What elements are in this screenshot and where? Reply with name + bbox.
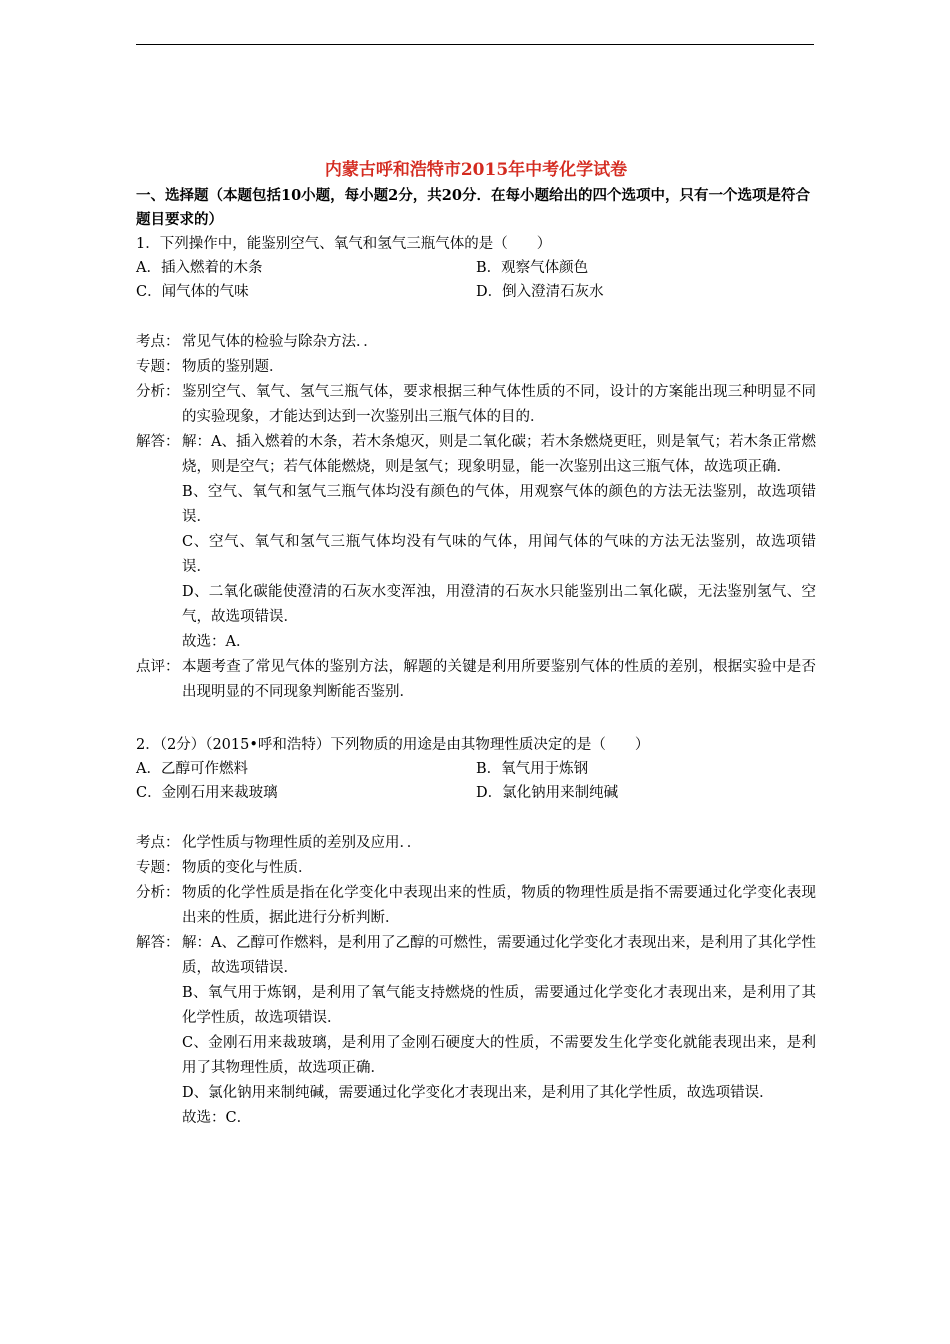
answer-line: 故选：A．: [182, 634, 251, 650]
option-b: B．观察气体颜色: [476, 260, 589, 276]
fenxi-text: 物质的化学性质是指在化学变化中表现出来的性质，物质的物理性质是指不需要通过化学变化表现出来的性质，据此进行分析判断．: [182, 885, 816, 926]
option-a: A．乙醇可作燃料: [136, 761, 248, 777]
jieda-paragraph: B、空气、氧气和氢气三瓶气体均没有颜色的气体，用观察气体的颜色的方法无法鉴别，故选项错误．: [182, 484, 816, 525]
zhuanti-row: [136, 856, 816, 881]
jieda-continued: [182, 981, 816, 1131]
fenxi-row: [136, 380, 816, 430]
kaodian-row: [136, 831, 816, 856]
option-d: D．氯化钠用来制纯碱: [476, 785, 619, 801]
question-stem: 1．下列操作中，能鉴别空气、氧气和氢气三瓶气体的是（ ）: [136, 236, 552, 252]
jieda-text: 解：A、插入燃着的木条，若木条熄灭，则是二氧化碳；若木条燃烧更旺，则是氧气；若木条正常燃烧，则是空气；若气体能燃烧，则是氢气；现象明显，能一次鉴别出这三瓶气体，故选项正确．: [182, 434, 816, 475]
zhuanti-label: 专题：: [136, 359, 180, 375]
jieda-paragraph: D、二氧化碳能使澄清的石灰水变浑浊，用澄清的石灰水只能鉴别出二氧化碳，无法鉴别氢气、空气，故选项错误．: [182, 584, 816, 625]
jieda-paragraph: C、空气、氧气和氢气三瓶气体均没有气味的气体，用闻气体的气味的方法无法鉴别，故选项错误．: [182, 534, 816, 575]
jieda-label: 解答：: [136, 434, 180, 450]
jieda-text: 解：A、乙醇可作燃料，是利用了乙醇的可燃性，需要通过化学变化才表现出来，是利用了其化学性质，故选项错误．: [182, 935, 816, 976]
jieda-label: 解答：: [136, 935, 180, 951]
zhuanti-text: 物质的变化与性质．: [182, 860, 313, 876]
fenxi-row: [136, 881, 816, 931]
kaodian-text: 常见气体的检验与除杂方法．．: [182, 334, 378, 350]
fenxi-label: 分析：: [136, 384, 180, 400]
kaodian-row: [136, 330, 816, 355]
option-c: C．金刚石用来裁玻璃: [136, 785, 278, 801]
zhuanti-text: 物质的鉴别题．: [182, 359, 284, 375]
dianping-row: [136, 655, 816, 705]
question-2: [136, 733, 816, 1131]
option-c: C．闻气体的气味: [136, 284, 249, 300]
header-rule: [136, 44, 814, 45]
dianping-text: 本题考查了常见气体的鉴别方法，解题的关键是利用所要鉴别气体的性质的差别，根据实验中是否出现明显的不同现象判断能否鉴别．: [182, 659, 816, 700]
zhuanti-row: [136, 355, 816, 380]
jieda-continued: [182, 480, 816, 655]
option-b: B．氧气用于炼钢: [476, 761, 589, 777]
section-heading: 一、选择题（本题包括10小题，每小题2分，共20分．在每小题给出的四个选项中，只有一个选项是符合题目要求的）: [136, 187, 810, 228]
question-stem: 2．（2分）（2015•呼和浩特）下列物质的用途是由其物理性质决定的是（ ）: [136, 737, 650, 753]
kaodian-label: 考点：: [136, 334, 180, 350]
jieda-row: [136, 430, 816, 480]
fenxi-label: 分析：: [136, 885, 180, 901]
option-a: A．插入燃着的木条: [136, 260, 263, 276]
kaodian-text: 化学性质与物理性质的差别及应用．．: [182, 835, 422, 851]
options-list: [136, 256, 816, 304]
jieda-paragraph: B、氧气用于炼钢，是利用了氧气能支持燃烧的性质，需要通过化学变化才表现出来，是利用了其化学性质，故选项错误．: [182, 985, 816, 1026]
jieda-paragraph: C、金刚石用来裁玻璃，是利用了金刚石硬度大的性质，不需要发生化学变化就能表现出来，是利用了其物理性质，故选项正确．: [182, 1035, 816, 1076]
dianping-label: 点评：: [136, 659, 180, 675]
option-d: D．倒入澄清石灰水: [476, 284, 604, 300]
kaodian-label: 考点：: [136, 835, 180, 851]
fenxi-text: 鉴别空气、氧气、氢气三瓶气体，要求根据三种气体性质的不同，设计的方案能出现三种明显不同的实验现象，才能达到达到一次鉴别出三瓶气体的目的．: [182, 384, 816, 425]
jieda-row: [136, 931, 816, 981]
answer-line: 故选：C．: [182, 1110, 252, 1126]
question-1: [136, 232, 816, 705]
document-title: 内蒙古呼和浩特市2015年中考化学试卷: [324, 160, 628, 180]
document-page: [136, 156, 816, 1131]
zhuanti-label: 专题：: [136, 860, 180, 876]
jieda-paragraph: D、氯化钠用来制纯碱，需要通过化学变化才表现出来，是利用了其化学性质，故选项错误．: [182, 1085, 774, 1101]
options-list: [136, 757, 816, 805]
